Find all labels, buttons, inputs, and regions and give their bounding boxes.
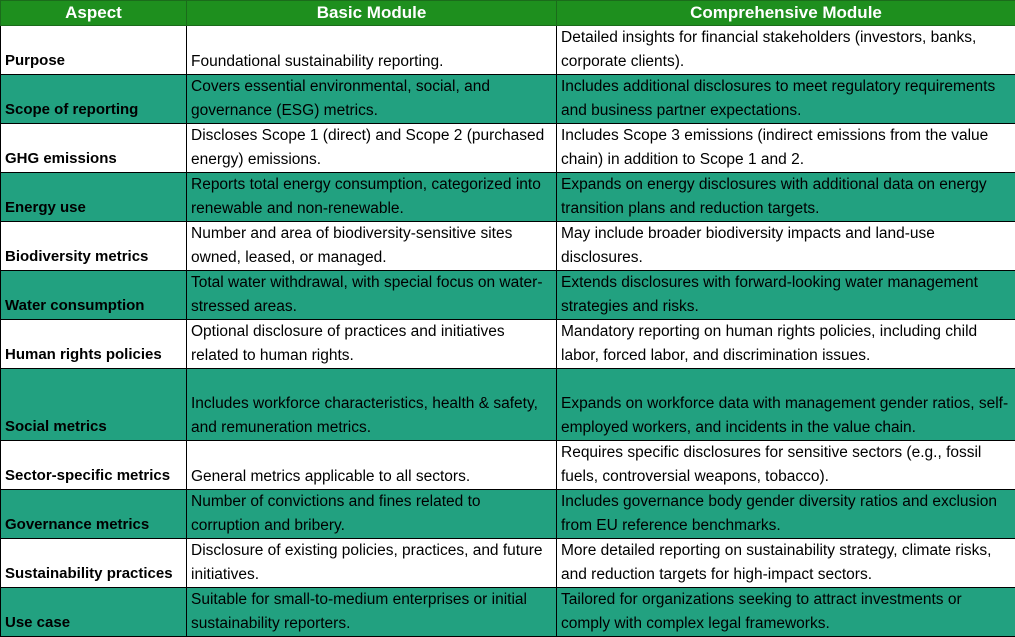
aspect-cell: Governance metrics	[1, 490, 187, 539]
header-basic-module: Basic Module	[187, 1, 557, 26]
comprehensive-cell: Requires specific disclosures for sensitive sectors (e.g., fossil fuels, controversial weapons, tobacco).	[557, 441, 1015, 490]
aspect-cell: Social metrics	[1, 369, 187, 441]
aspect-cell: GHG emissions	[1, 124, 187, 173]
table-row	[1, 320, 1015, 369]
comprehensive-cell: Expands on workforce data with management gender ratios, self-employed workers, and incidents in the value chain.	[557, 369, 1015, 441]
aspect-cell: Sector-specific metrics	[1, 441, 187, 490]
basic-cell: Number of convictions and fines related to corruption and bribery.	[187, 490, 557, 539]
basic-cell: Optional disclosure of practices and initiatives related to human rights.	[187, 320, 557, 369]
aspect-cell: Sustainability practices	[1, 539, 187, 588]
basic-cell: Discloses Scope 1 (direct) and Scope 2 (purchased energy) emissions.	[187, 124, 557, 173]
comprehensive-cell: May include broader biodiversity impacts and land-use disclosures.	[557, 222, 1015, 271]
basic-cell: Total water withdrawal, with special focus on water-stressed areas.	[187, 271, 557, 320]
basic-cell: Foundational sustainability reporting.	[187, 26, 557, 75]
aspect-cell: Biodiversity metrics	[1, 222, 187, 271]
table-row	[1, 271, 1015, 320]
header-row	[1, 1, 1015, 26]
aspect-cell: Energy use	[1, 173, 187, 222]
table-row	[1, 75, 1015, 124]
comprehensive-cell: Detailed insights for financial stakeholders (investors, banks, corporate clients).	[557, 26, 1015, 75]
basic-cell: Suitable for small-to-medium enterprises or initial sustainability reporters.	[187, 588, 557, 637]
aspect-cell: Scope of reporting	[1, 75, 187, 124]
table-row	[1, 539, 1015, 588]
basic-cell: Covers essential environmental, social, and governance (ESG) metrics.	[187, 75, 557, 124]
aspect-cell: Use case	[1, 588, 187, 637]
basic-cell: Number and area of biodiversity-sensitive sites owned, leased, or managed.	[187, 222, 557, 271]
table-row	[1, 26, 1015, 75]
table-row	[1, 588, 1015, 637]
basic-cell: Reports total energy consumption, categorized into renewable and non-renewable.	[187, 173, 557, 222]
basic-cell: Includes workforce characteristics, health & safety, and remuneration metrics.	[187, 369, 557, 441]
table-row	[1, 490, 1015, 539]
comprehensive-cell: Includes governance body gender diversity ratios and exclusion from EU reference benchmarks.	[557, 490, 1015, 539]
table-row	[1, 173, 1015, 222]
comprehensive-cell: Includes Scope 3 emissions (indirect emissions from the value chain) in addition to Scope 1 and 2.	[557, 124, 1015, 173]
header-comprehensive-module: Comprehensive Module	[557, 1, 1015, 26]
comprehensive-cell: Includes additional disclosures to meet regulatory requirements and business partner expectations.	[557, 75, 1015, 124]
table-row	[1, 222, 1015, 271]
comprehensive-cell: Expands on energy disclosures with additional data on energy transition plans and reduction targets.	[557, 173, 1015, 222]
comprehensive-cell: Extends disclosures with forward-looking water management strategies and risks.	[557, 271, 1015, 320]
basic-cell: Disclosure of existing policies, practices, and future initiatives.	[187, 539, 557, 588]
header-aspect: Aspect	[1, 1, 187, 26]
table-row	[1, 369, 1015, 441]
comprehensive-cell: Tailored for organizations seeking to attract investments or comply with complex legal frameworks.	[557, 588, 1015, 637]
table-row	[1, 124, 1015, 173]
basic-cell: General metrics applicable to all sectors.	[187, 441, 557, 490]
aspect-cell: Purpose	[1, 26, 187, 75]
table-row	[1, 441, 1015, 490]
aspect-cell: Water consumption	[1, 271, 187, 320]
comprehensive-cell: More detailed reporting on sustainability strategy, climate risks, and reduction targets for high-impact sectors.	[557, 539, 1015, 588]
comprehensive-cell: Mandatory reporting on human rights policies, including child labor, forced labor, and discrimination issues.	[557, 320, 1015, 369]
aspect-cell: Human rights policies	[1, 320, 187, 369]
